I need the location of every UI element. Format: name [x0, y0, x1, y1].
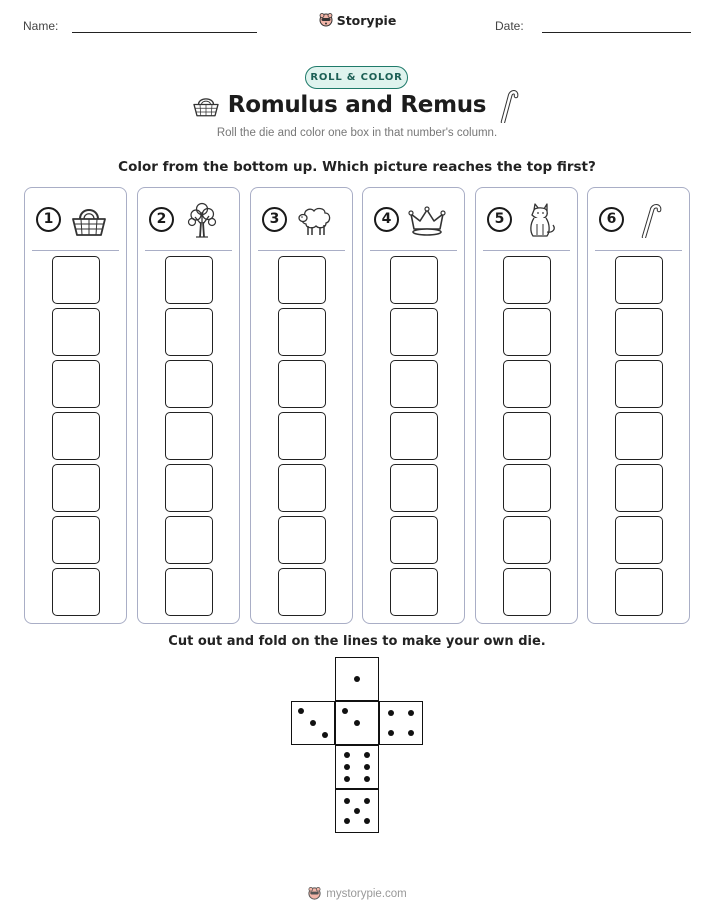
- color-box[interactable]: [165, 256, 213, 304]
- color-box[interactable]: [503, 360, 551, 408]
- color-box[interactable]: [615, 360, 663, 408]
- color-box[interactable]: [390, 360, 438, 408]
- column-number: 4: [374, 207, 399, 232]
- roll-column-5: [475, 187, 578, 624]
- roll-column-4: [362, 187, 465, 624]
- color-box[interactable]: [503, 464, 551, 512]
- storypie-mascot-icon: [307, 886, 322, 901]
- column-number: 2: [149, 207, 174, 232]
- color-box[interactable]: [615, 516, 663, 564]
- color-box[interactable]: [278, 412, 326, 460]
- color-box[interactable]: [52, 256, 100, 304]
- roll-column-6: [587, 187, 690, 624]
- die-face-3: [291, 701, 335, 745]
- date-label: Date:: [495, 19, 524, 33]
- column-number: 5: [487, 207, 512, 232]
- column-number: 1: [36, 207, 61, 232]
- footer: [0, 886, 714, 905]
- tree-icon: [182, 202, 222, 238]
- color-box[interactable]: [278, 516, 326, 564]
- date-line: [542, 32, 691, 33]
- subtitle: Roll the die and color one box in that number's column.: [216, 127, 498, 139]
- color-box[interactable]: [278, 464, 326, 512]
- color-box[interactable]: [165, 308, 213, 356]
- brand-logo: [0, 12, 714, 32]
- color-box[interactable]: [615, 568, 663, 616]
- brand-name: Storypie: [336, 12, 397, 28]
- color-box[interactable]: [278, 360, 326, 408]
- color-box[interactable]: [390, 308, 438, 356]
- crown-icon: [407, 202, 447, 238]
- roll-column-3: [250, 187, 353, 624]
- color-box[interactable]: [503, 516, 551, 564]
- color-box[interactable]: [278, 568, 326, 616]
- page-title: Romulus and Remus: [227, 92, 487, 118]
- color-box[interactable]: [52, 568, 100, 616]
- color-box[interactable]: [615, 464, 663, 512]
- footer-url[interactable]: mystorypie.com: [326, 887, 407, 900]
- color-box[interactable]: [52, 360, 100, 408]
- color-box[interactable]: [390, 256, 438, 304]
- color-box[interactable]: [165, 568, 213, 616]
- color-box[interactable]: [165, 412, 213, 460]
- color-box[interactable]: [165, 516, 213, 564]
- color-box[interactable]: [52, 308, 100, 356]
- color-box[interactable]: [615, 308, 663, 356]
- color-box[interactable]: [503, 568, 551, 616]
- color-box[interactable]: [503, 412, 551, 460]
- storypie-mascot-icon: [318, 12, 334, 28]
- basket-icon: [69, 202, 109, 238]
- shepherd-staff-icon: [497, 89, 519, 123]
- instruction-heading: Color from the bottom up. Which picture reaches the top first?: [118, 159, 596, 175]
- color-box[interactable]: [390, 464, 438, 512]
- column-number: 6: [599, 207, 624, 232]
- color-box[interactable]: [165, 464, 213, 512]
- name-label: Name:: [23, 19, 59, 33]
- color-box[interactable]: [165, 360, 213, 408]
- color-box[interactable]: [390, 568, 438, 616]
- die-face-6: [335, 745, 379, 789]
- column-number: 3: [262, 207, 287, 232]
- color-box[interactable]: [52, 464, 100, 512]
- color-box[interactable]: [278, 256, 326, 304]
- die-instruction: Cut out and fold on the lines to make your own die.: [168, 634, 546, 649]
- color-box[interactable]: [615, 256, 663, 304]
- die-face-2: [335, 701, 379, 745]
- wolf-icon: [520, 202, 560, 238]
- color-box[interactable]: [278, 308, 326, 356]
- color-box[interactable]: [390, 516, 438, 564]
- die-face-4: [379, 701, 423, 745]
- die-face-1: [335, 657, 379, 701]
- color-box[interactable]: [52, 412, 100, 460]
- die-face-5: [335, 789, 379, 833]
- color-box[interactable]: [503, 308, 551, 356]
- roll-column-1: [24, 187, 127, 624]
- color-box[interactable]: [390, 412, 438, 460]
- shepherd-staff-icon: [632, 202, 672, 238]
- sheep-icon: [295, 202, 335, 238]
- roll-column-2: [137, 187, 240, 624]
- color-box[interactable]: [52, 516, 100, 564]
- color-box[interactable]: [503, 256, 551, 304]
- name-line: [72, 32, 257, 33]
- color-box[interactable]: [615, 412, 663, 460]
- activity-badge: ROLL & COLOR: [305, 66, 408, 89]
